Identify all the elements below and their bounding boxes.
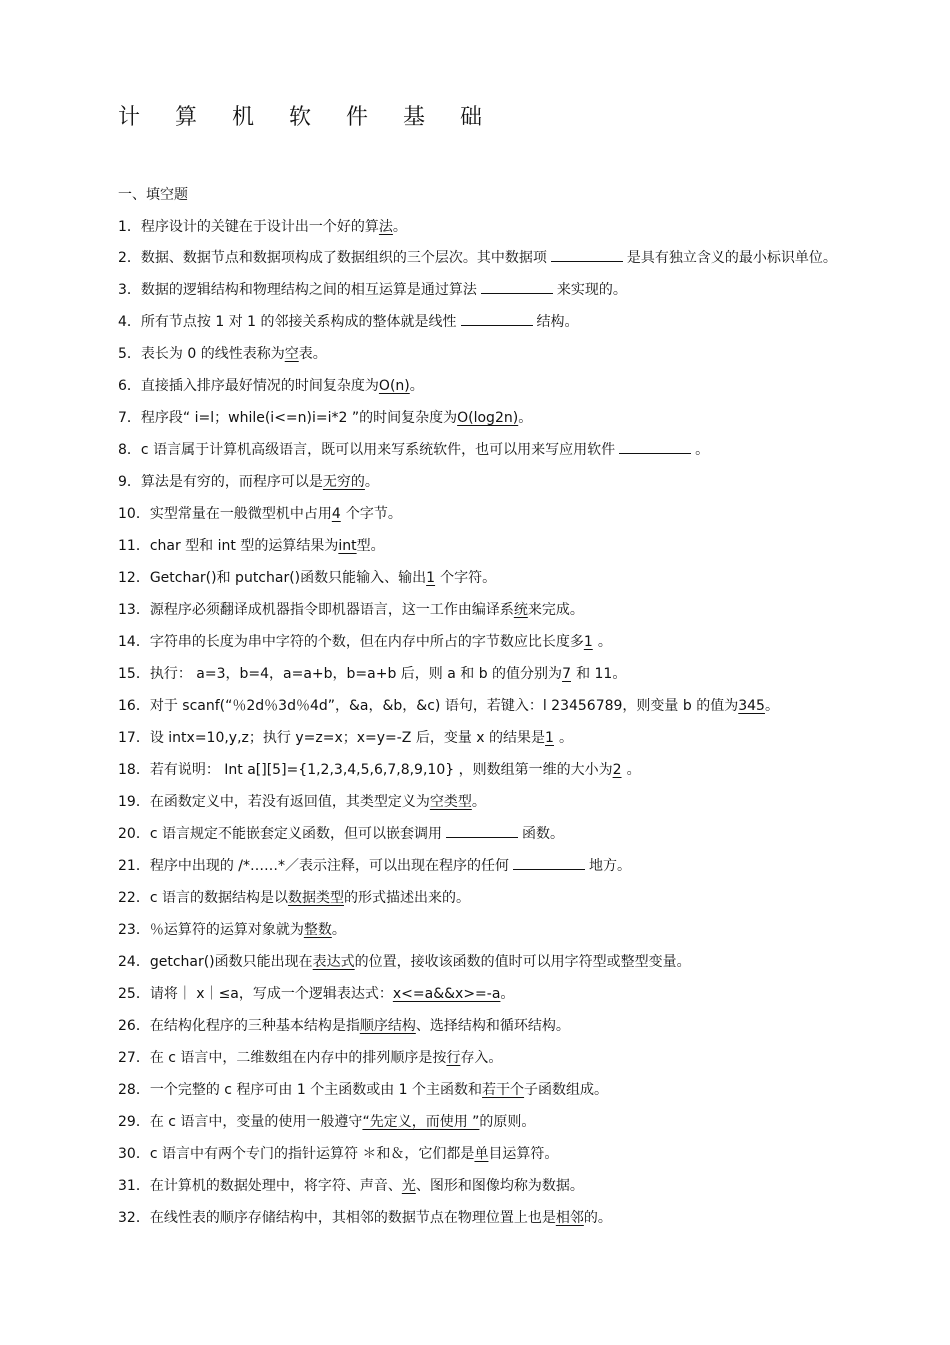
question-text-end: 。 [597, 634, 612, 650]
question-text: 实型常量在一般微型机中占用 [149, 506, 332, 522]
question-number: 3． [118, 282, 141, 298]
answer-blank: 法 [378, 219, 393, 235]
answer-blank: int [338, 538, 357, 554]
question-number: 18． [118, 762, 150, 778]
question-number: 19． [118, 794, 150, 810]
answer-blank: 表达式 [312, 954, 355, 970]
empty-blank [481, 292, 553, 294]
question-text: 程序中出现的 /*……*／表示注释，可以出现在程序的任何 [149, 858, 509, 874]
answer-blank: O(n) [378, 378, 410, 394]
question-number: 15． [118, 666, 150, 682]
answer-blank: 统 [513, 602, 528, 618]
question-text-end: 、图形和图像均称为数据。 [415, 1178, 584, 1194]
question-text-end: 。 [559, 730, 574, 746]
question-item [118, 313, 838, 331]
question-text: 数据、数据节点和数据项构成了数据组织的三个层次。其中数据项 [140, 250, 547, 266]
question-text: 直接插入排序最好情况的时间复杂度为 [140, 378, 379, 394]
answer-blank: 相邻 [555, 1210, 584, 1226]
question-number: 20． [118, 826, 150, 842]
question-number: 21． [118, 858, 150, 874]
question-text-end: 。 [764, 698, 779, 714]
question-text-end: 是具有独立含义的最小标识单位。 [626, 250, 837, 266]
question-item [118, 1145, 838, 1163]
question-number: 24． [118, 954, 150, 970]
question-text-end: 的位置，接收该函数的值时可以用字符型或整型变量。 [354, 954, 691, 970]
question-item [118, 761, 838, 779]
question-text-end: 。 [392, 219, 407, 235]
answer-blank: 1 [426, 570, 436, 586]
question-item [118, 697, 838, 715]
empty-blank [513, 868, 585, 870]
question-item [118, 1049, 838, 1067]
question-item [118, 281, 838, 299]
question-text-end: 个字节。 [345, 506, 402, 522]
question-item [118, 633, 838, 651]
question-text-end: 来完成。 [527, 602, 584, 618]
question-number: 11． [118, 538, 150, 554]
question-text-end: 。 [518, 410, 533, 426]
question-text-end: 的原则。 [479, 1114, 536, 1130]
answer-blank: 1 [583, 634, 593, 650]
question-text: 程序段“ i=l；while(i<=n)i=i*2 ”的时间复杂度为 [140, 410, 458, 426]
question-number: 12． [118, 570, 150, 586]
answer-blank: 345 [738, 698, 765, 714]
question-item [118, 793, 838, 811]
question-item [118, 1017, 838, 1035]
answer-blank: 7 [562, 666, 571, 682]
question-number: 25． [118, 986, 150, 1002]
question-item [118, 569, 838, 587]
question-text: c 语言中有两个专门的指针运算符 ＊和＆，它们都是 [149, 1146, 475, 1162]
answer-blank: 行 [446, 1050, 461, 1066]
answer-blank: 顺序结构 [359, 1018, 416, 1034]
question-item [118, 441, 838, 459]
question-number: 7． [118, 410, 141, 426]
question-item [118, 985, 838, 1003]
empty-blank [619, 452, 691, 454]
question-text: char 型和 int 型的运算结果为 [149, 538, 339, 554]
question-text-end: 的。 [583, 1210, 612, 1226]
question-text: c 语言属于计算机高级语言，既可以用来写系统软件，也可以用来写应用软件 [140, 442, 616, 458]
question-item [118, 537, 838, 555]
question-item [118, 1209, 838, 1227]
answer-blank: 空类型 [429, 794, 472, 810]
question-item [118, 409, 838, 427]
question-text: Getchar()和 putchar()函数只能输入、输出 [149, 570, 427, 586]
answer-blank: 数据类型 [287, 890, 344, 906]
question-text: getchar()函数只能出现在 [149, 954, 313, 970]
question-text: 在 c 语言中，二维数组在内存中的排列顺序是按 [149, 1050, 447, 1066]
question-text: 执行： a=3，b=4，a=a+b，b=a+b 后，则 a 和 b 的值分别为 [149, 666, 563, 682]
question-item [118, 1081, 838, 1099]
document-title: 计 算 机 软 件 基 础 [118, 105, 496, 130]
question-item [118, 729, 838, 747]
question-text-end: 表。 [298, 346, 327, 362]
question-number: 23． [118, 922, 150, 938]
answer-blank: “先定义，而使用 ” [362, 1114, 480, 1130]
question-number: 2． [118, 250, 141, 266]
question-text: 若有说明： Int a[][5]={1,2,3,4,5,6,7,8,9,10} ，则数组第一维的大小为 [149, 762, 613, 778]
question-text: 设 intx=10,y,z；执行 y=z=x；x=y=-Z 后，变量 x 的结果是 [149, 730, 546, 746]
question-text: 在线性表的顺序存储结构中，其相邻的数据节点在物理位置上也是 [149, 1210, 556, 1226]
answer-blank: 整数 [303, 922, 332, 938]
question-text: 源程序必须翻译成机器指令即机器语言，这一工作由编译系 [149, 602, 514, 618]
question-number: 30． [118, 1146, 150, 1162]
question-number: 13． [118, 602, 150, 618]
question-text-end: 。 [500, 986, 515, 1002]
answer-blank: 4 [331, 506, 341, 522]
question-text-end: 个字符。 [440, 570, 497, 586]
question-text-end: 和 11。 [576, 666, 627, 682]
question-text: 一个完整的 c 程序可由 1 个主函数或由 1 个主函数和 [149, 1082, 483, 1098]
question-number: 26． [118, 1018, 150, 1034]
question-item [118, 377, 838, 395]
question-text: 数据的逻辑结构和物理结构之间的相互运算是通过算法 [140, 282, 477, 298]
question-item [118, 243, 838, 274]
question-number: 28． [118, 1082, 150, 1098]
question-number: 10． [118, 506, 150, 522]
question-number: 31． [118, 1178, 150, 1194]
question-text: 在计算机的数据处理中，将字符、声音、 [149, 1178, 402, 1194]
question-text-end: 。 [331, 922, 346, 938]
question-number: 17． [118, 730, 150, 746]
question-text: 所有节点按 1 对 1 的邻接关系构成的整体就是线性 [140, 314, 457, 330]
question-item [118, 345, 838, 363]
question-text: 请将｜ x｜≤a，写成一个逻辑表达式： [149, 986, 393, 1002]
answer-blank: 若干个 [482, 1082, 525, 1098]
question-number: 32． [118, 1210, 150, 1226]
question-text: ％运算符的运算对象就为 [149, 922, 304, 938]
question-item [118, 889, 838, 907]
question-text-end: 、选择结构和循环结构。 [415, 1018, 570, 1034]
answer-blank: 2 [612, 762, 622, 778]
question-text: 表长为 0 的线性表称为 [140, 346, 285, 362]
question-item [118, 1177, 838, 1195]
question-text: 在函数定义中，若没有返回值，其类型定义为 [149, 794, 430, 810]
question-text-end: 目运算符。 [488, 1146, 559, 1162]
empty-blank [551, 260, 623, 262]
answer-blank: 1 [545, 730, 554, 746]
question-text-end: 。 [409, 378, 424, 394]
question-text: c 语言的数据结构是以 [149, 890, 288, 906]
question-number: 8． [118, 442, 141, 458]
question-item [118, 505, 838, 523]
question-text: 在 c 语言中，变量的使用一般遵守 [149, 1114, 363, 1130]
question-number: 1． [118, 219, 141, 235]
question-text-end: 。 [626, 762, 641, 778]
question-number: 22． [118, 890, 150, 906]
question-number: 16． [118, 698, 150, 714]
question-list [118, 218, 838, 1241]
section-heading: 一、填空题 [118, 187, 188, 203]
answer-blank: 空 [284, 346, 299, 362]
question-text-end: 子函数组成。 [524, 1082, 609, 1098]
question-text-end: 地方。 [589, 858, 631, 874]
question-number: 6． [118, 378, 141, 394]
question-item [118, 473, 838, 491]
question-text-end: 存入。 [460, 1050, 503, 1066]
question-text: 在结构化程序的三种基本结构是指 [149, 1018, 360, 1034]
question-item [118, 1113, 838, 1131]
question-text: 字符串的长度为串中字符的个数，但在内存中所占的字节数应比长度多 [149, 634, 584, 650]
question-text-end: 来实现的。 [556, 282, 627, 298]
question-number: 5． [118, 346, 141, 362]
question-text-end: 。 [695, 442, 710, 458]
answer-blank: 无穷的 [322, 474, 365, 490]
answer-blank: O(log2n) [457, 410, 519, 426]
question-text: c 语言规定不能嵌套定义函数，但可以嵌套调用 [149, 826, 442, 842]
question-number: 4． [118, 314, 141, 330]
question-text: 对于 scanf(“％2d％3d％4d”，&a，&b，&c) 语句，若键入：l 23456789，则变量 b 的值为 [149, 698, 739, 714]
question-text-end: 型。 [356, 538, 385, 554]
question-text-end: 函数。 [521, 826, 564, 842]
question-text-end: 的形式描述出来的。 [343, 890, 470, 906]
empty-blank [446, 836, 518, 838]
question-item [118, 218, 838, 236]
question-item [118, 825, 838, 843]
question-item [118, 665, 838, 683]
question-item [118, 921, 838, 939]
answer-blank: x<=a&&x>=-a [392, 986, 501, 1002]
question-number: 27． [118, 1050, 150, 1066]
answer-blank: 单 [474, 1146, 489, 1162]
question-text-end: 。 [364, 474, 379, 490]
question-text: 程序设计的关键在于设计出一个好的算 [140, 219, 379, 235]
question-text-end: 。 [471, 794, 486, 810]
answer-blank: 光 [401, 1178, 416, 1194]
question-text: 算法是有穷的，而程序可以是 [140, 474, 323, 490]
question-text-end: 结构。 [536, 314, 579, 330]
empty-blank [461, 324, 533, 326]
question-number: 14． [118, 634, 150, 650]
question-item [118, 953, 838, 971]
question-item [118, 601, 838, 619]
question-number: 9． [118, 474, 141, 490]
question-number: 29． [118, 1114, 150, 1130]
question-item [118, 857, 838, 875]
